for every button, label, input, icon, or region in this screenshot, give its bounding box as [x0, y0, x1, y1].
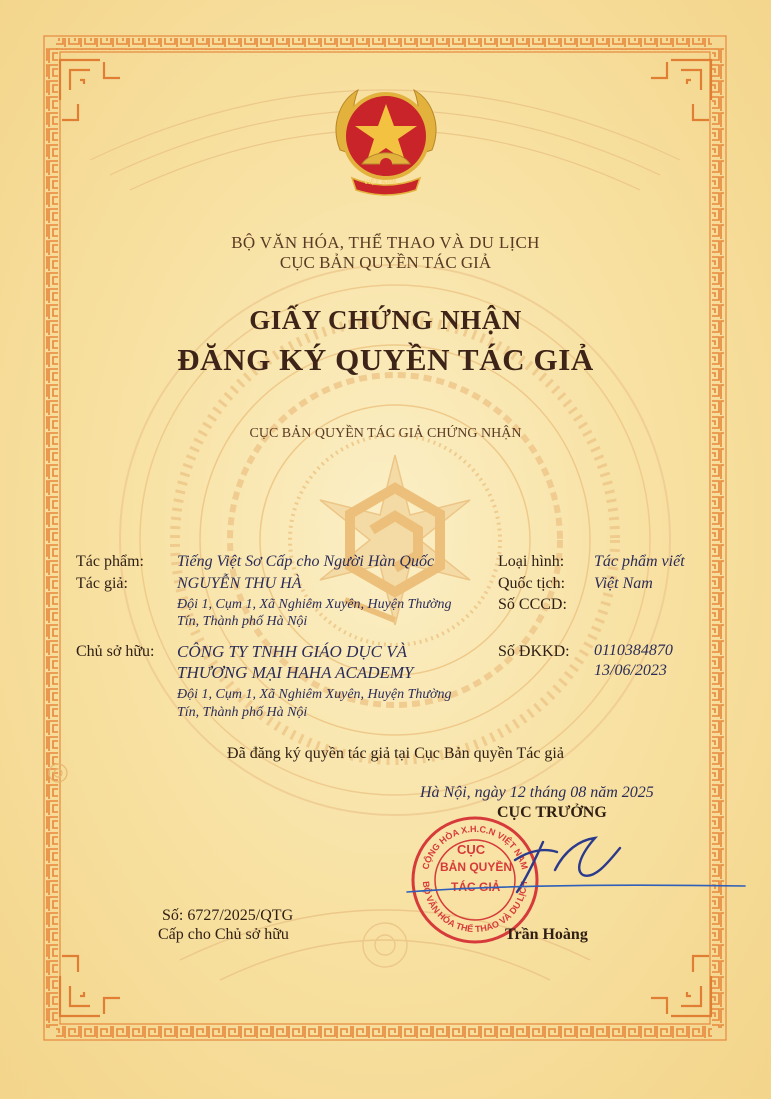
owner-name-line-2: THƯƠNG MẠI HAHA ACADEMY: [177, 663, 414, 682]
work-label: Tác phẩm:: [76, 553, 144, 570]
author-address-line-1: Đội 1, Cụm 1, Xã Nghiêm Xuyên, Huyện Thường: [177, 597, 452, 612]
nationality-value: Việt Nam: [594, 575, 653, 592]
author-address-line-2: Tín, Thành phố Hà Nội: [177, 614, 308, 629]
corner-ornament-bottom-left: [60, 956, 120, 1016]
author-label: Tác giả:: [76, 575, 128, 592]
owner-address-line-2: Tín, Thành phố Hà Nội: [177, 705, 308, 720]
stamp-center-line-3: TÁC GIẢ: [451, 880, 501, 894]
director-title: CỤC TRƯỞNG: [497, 804, 607, 821]
author-name: NGUYỄN THU HÀ: [177, 575, 302, 592]
emblem-ribbon-text: VIỆT NAM: [364, 180, 397, 186]
ministry-name: BỘ VĂN HÓA, THỂ THAO VÀ DU LỊCH: [231, 233, 540, 252]
work-type-value: Tác phẩm viết: [594, 553, 685, 570]
citizen-id-label: Số CCCD:: [498, 596, 567, 613]
work-title: Tiếng Việt Sơ Cấp cho Người Hàn Quốc: [177, 553, 435, 570]
owner-name-line-1: CÔNG TY TNHH GIÁO DỤC VÀ: [177, 642, 407, 661]
certifies-heading: CỤC BẢN QUYỀN TÁC GIẢ CHỨNG NHẬN: [249, 426, 522, 441]
stamp-center-line-2: BẢN QUYỀN: [440, 860, 513, 874]
business-reg-date: 13/06/2023: [594, 662, 667, 679]
owner-address-line-1: Đội 1, Cụm 1, Xã Nghiêm Xuyên, Huyện Thường: [177, 687, 452, 702]
corner-ornament-top-left: [60, 60, 120, 120]
nationality-label: Quốc tịch:: [498, 575, 566, 592]
corner-ornament-top-right: [651, 60, 711, 120]
title-line-1: GIẤY CHỨNG NHẬN: [249, 305, 522, 335]
signer-name: Trần Hoàng: [505, 926, 588, 943]
certificate-number: Số: 6727/2025/QTG: [162, 907, 294, 924]
department-name: CỤC BẢN QUYỀN TÁC GIẢ: [279, 253, 492, 272]
title-line-2: ĐĂNG KÝ QUYỀN TÁC GIẢ: [177, 342, 594, 377]
registered-statement: Đã đăng ký quyền tác giả tại Cục Bản quyền Tác giả: [227, 745, 564, 762]
stamp-ring-top: CỘNG HÒA X.H.C.N VIỆT NAM: [420, 823, 530, 871]
stamp-center-line-1: CỤC: [457, 842, 486, 857]
signing-date: Hà Nội, ngày 12 tháng 08 năm 2025: [420, 784, 654, 801]
business-reg-label: Số ĐKKD:: [498, 643, 570, 660]
corner-ornament-bottom-right: [651, 956, 711, 1016]
handwritten-signature-icon: [405, 830, 750, 900]
work-type-label: Loại hình:: [498, 553, 565, 570]
stamp-ring-bottom: BỘ VĂN HÓA THỂ THAO VÀ DU LỊCH: [420, 880, 530, 935]
issued-to: Cấp cho Chủ sở hữu: [158, 926, 289, 943]
business-reg-number: 0110384870: [594, 642, 673, 659]
owner-label: Chủ sở hữu:: [76, 643, 155, 660]
